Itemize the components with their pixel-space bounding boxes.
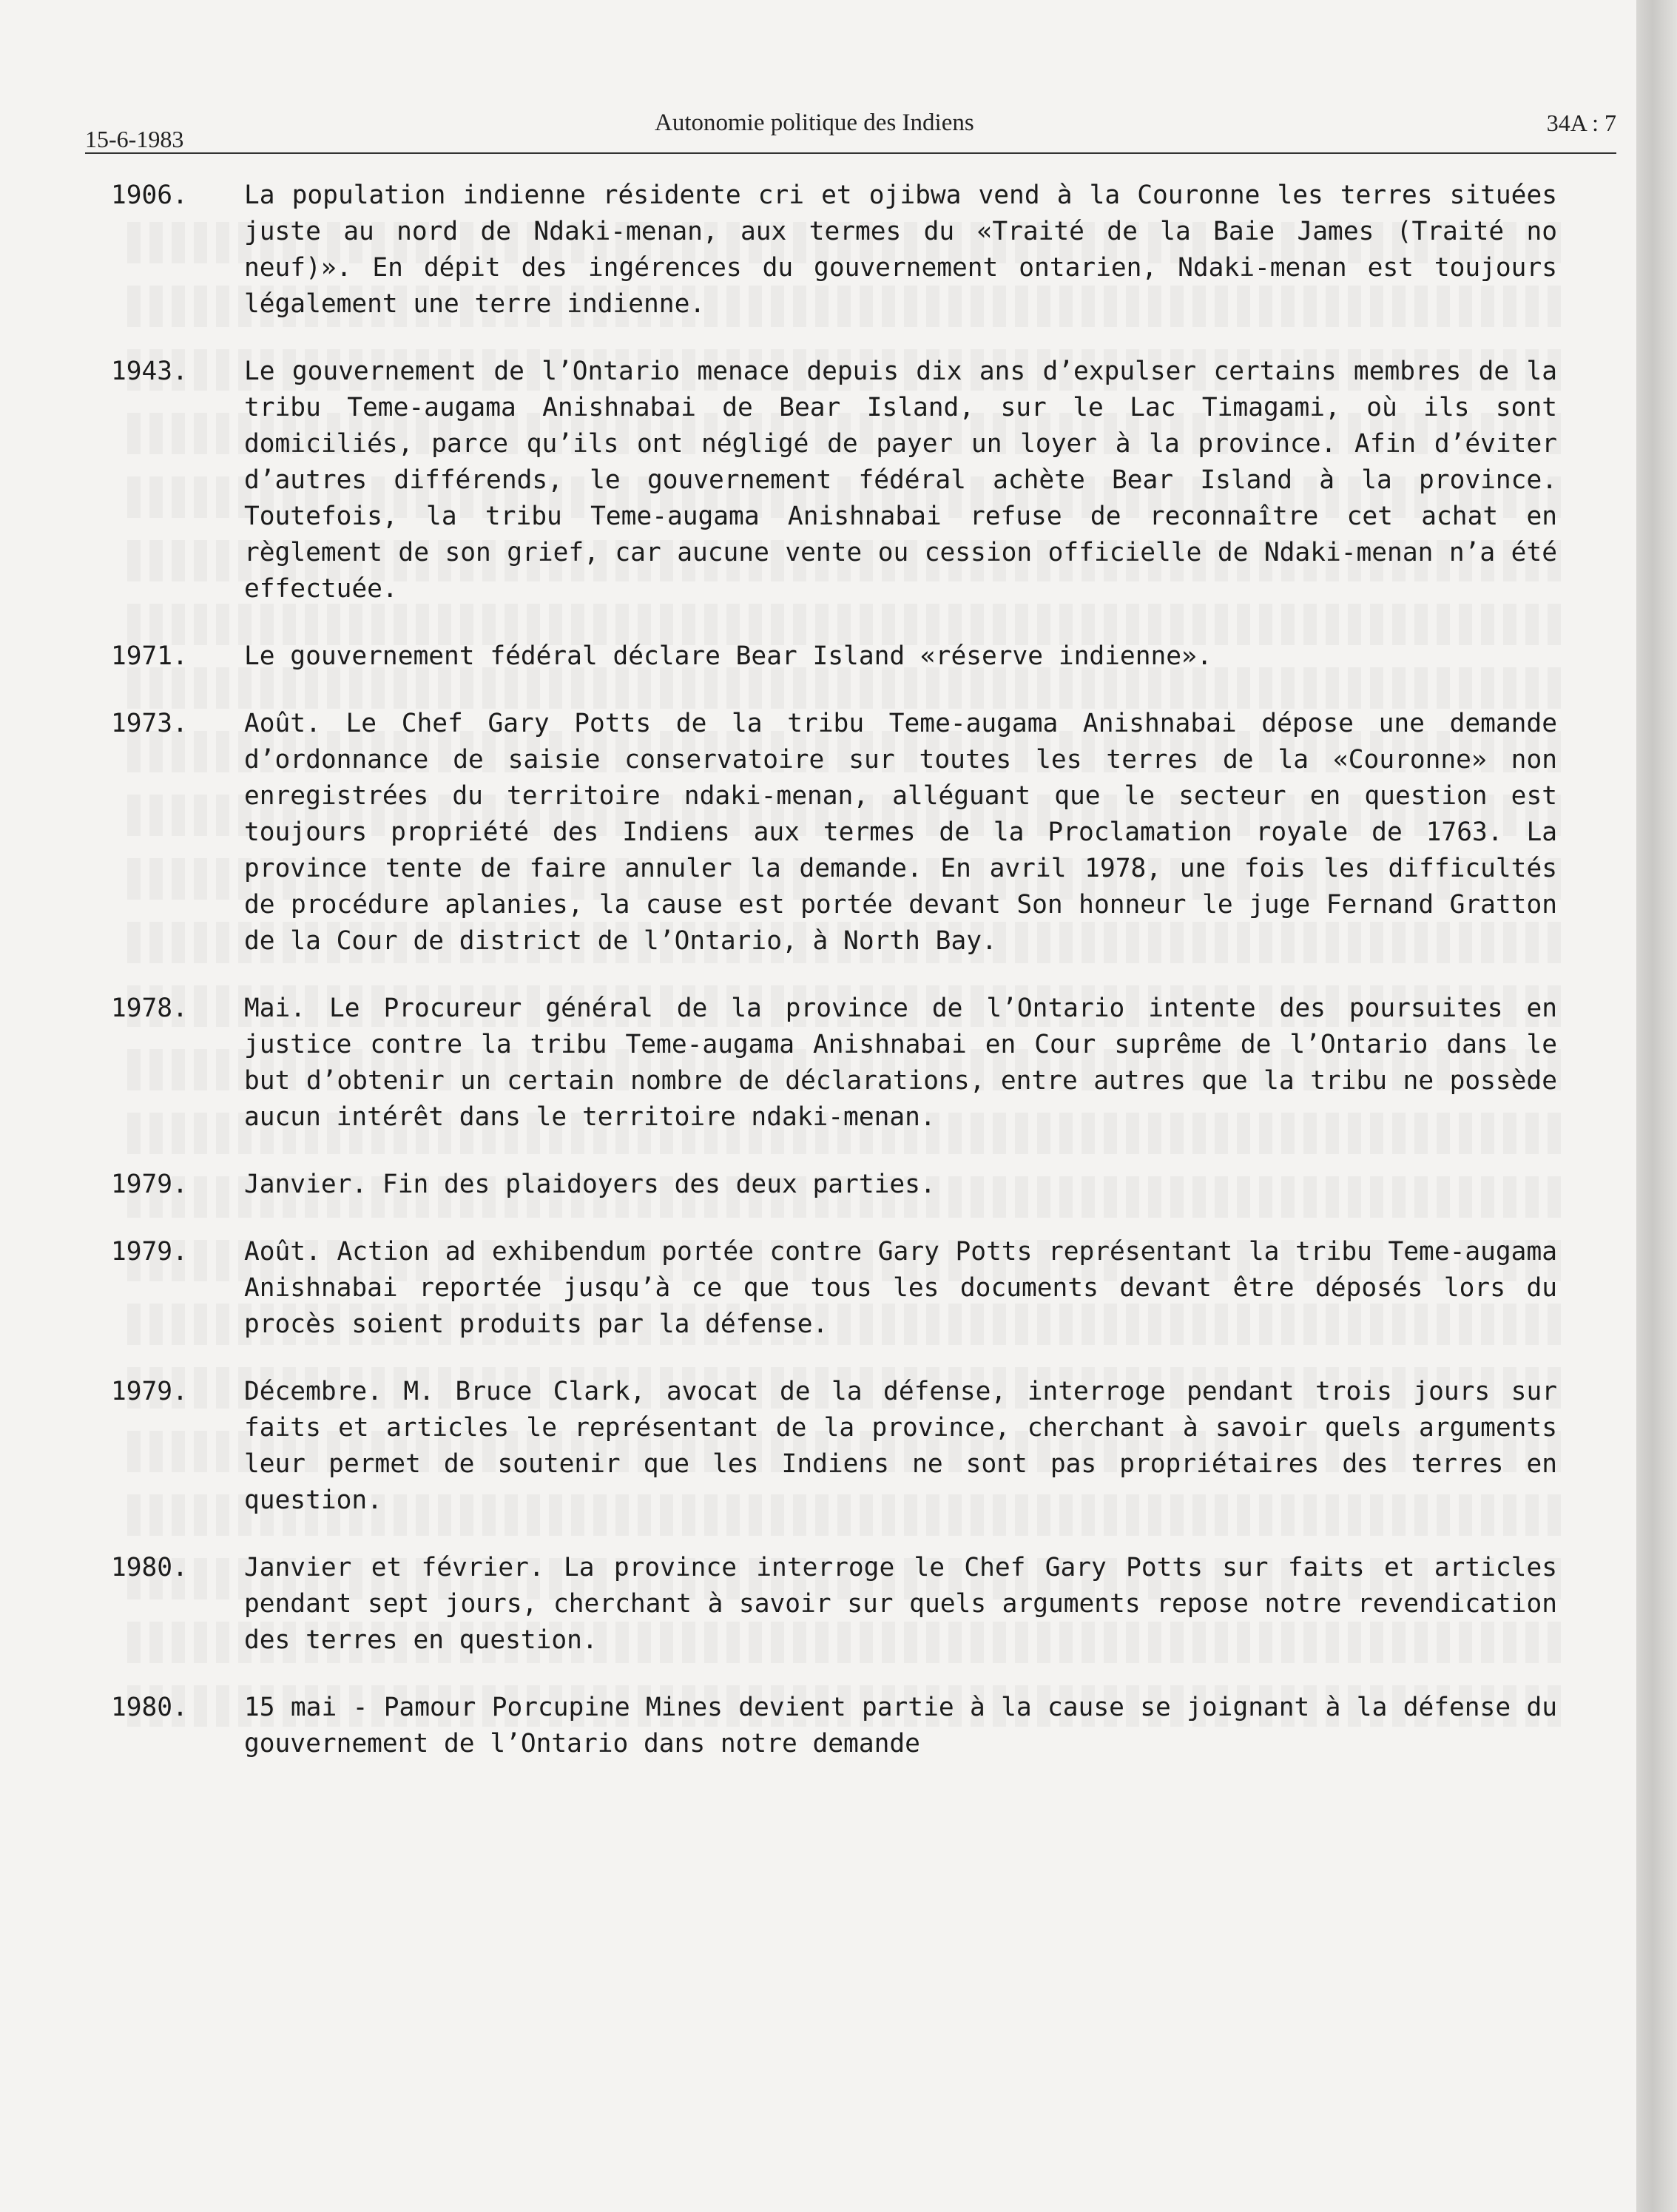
entry-text: Le gouvernement fédéral déclare Bear Island «réserve indienne». bbox=[244, 641, 1212, 671]
entry-year: 1943. bbox=[111, 357, 188, 386]
header-date: 15-6-1983 bbox=[85, 126, 184, 152]
chronology-entry bbox=[111, 1550, 1642, 1659]
entry-year: 1971. bbox=[111, 641, 188, 671]
header-title: Autonomie politique des Indiens bbox=[655, 109, 974, 136]
entry-year: 1979. bbox=[111, 1237, 188, 1267]
entry-year: 1980. bbox=[111, 1553, 188, 1582]
running-header bbox=[85, 109, 1616, 154]
chronology-entry bbox=[111, 1167, 1642, 1203]
chronology-entry bbox=[111, 178, 1642, 323]
entry-text: 15 mai - Pamour Porcupine Mines devient partie à la cause se joignant à la défense du gouvernement de l’Ontario dans notre demande bbox=[244, 1693, 1573, 1759]
chronology-entry bbox=[111, 354, 1642, 607]
chronology-entry bbox=[111, 706, 1642, 960]
entry-text: Janvier. Fin des plaidoyers des deux parties. bbox=[244, 1170, 936, 1199]
chronology-entry bbox=[111, 638, 1642, 675]
chronology-entry bbox=[111, 1234, 1642, 1343]
chronology-entry bbox=[111, 1374, 1642, 1519]
header-page-number: 34A : 7 bbox=[1546, 109, 1616, 136]
entry-year: 1978. bbox=[111, 994, 188, 1023]
chronology-list bbox=[111, 178, 1642, 1793]
entry-year: 1979. bbox=[111, 1377, 188, 1406]
entry-text: La population indienne résidente cri et ojibwa vend à la Couronne les terres situées juste au nord de Ndaki-menan, aux termes du «Traité de la Baie James (Traité no neuf)». En dépit des ingérences du gouvernement ontarien, Ndaki-menan est toujours légalement une terre indienne. bbox=[244, 181, 1573, 319]
page-edge-shadow bbox=[1636, 0, 1677, 2212]
entry-year: 1979. bbox=[111, 1170, 188, 1199]
entry-text: Janvier et février. La province interroge le Chef Gary Potts sur faits et articles pendant sept jours, cherchant à savoir sur quels arguments repose notre revendication des terres en question. bbox=[244, 1553, 1573, 1655]
entry-year: 1906. bbox=[111, 181, 188, 210]
entry-text: Mai. Le Procureur général de la province de l’Ontario intente des poursuites en justice contre la tribu Teme-augama Anishnabai en Cour suprême de l’Ontario dans le but d’obtenir un certain nombre de déclarations, entre autres que la tribu ne possède aucun intérêt dans le territoire ndaki-menan. bbox=[244, 994, 1573, 1132]
entry-text: Décembre. M. Bruce Clark, avocat de la défense, interroge pendant trois jours sur faits et articles le représentant de la province, cherchant à savoir quels arguments leur permet de soutenir que les Indiens ne sont pas propriétaires des terres en question. bbox=[244, 1377, 1573, 1515]
chronology-entry bbox=[111, 1690, 1642, 1762]
chronology-entry bbox=[111, 991, 1642, 1136]
entry-year: 1980. bbox=[111, 1693, 188, 1722]
header-divider bbox=[85, 152, 1616, 154]
entry-year: 1973. bbox=[111, 709, 188, 738]
entry-text: Le gouvernement de l’Ontario menace depuis dix ans d’expulser certains membres de la tribu Teme-augama Anishnabai de Bear Island, sur le Lac Timagami, où ils sont domiciliés, parce qu’ils ont négligé de payer un loyer à la province. Afin d’éviter d’autres différends, le gouvernement fédéral achète Bear Island à la province. Toutefois, la tribu Teme-augama Anishnabai refuse de reconnaître cet achat en règlement de son grief, car aucune vente ou cession officielle de Ndaki-menan n’a été effectuée. bbox=[244, 357, 1573, 604]
entry-text: Août. Le Chef Gary Potts de la tribu Teme-augama Anishnabai dépose une demande d’ordonnance de saisie conservatoire sur toutes les terres de la «Couronne» non enregistrées du territoire ndaki-menan, alléguant que le secteur en question est toujours propriété des Indiens aux termes de la Proclamation royale de 1763. La province tente de faire annuler la demande. En avril 1978, une fois les difficultés de procédure aplanies, la cause est portée devant Son honneur le juge Fernand Gratton de la Cour de district de l’Ontario, à North Bay. bbox=[244, 709, 1573, 956]
entry-text: Août. Action ad exhibendum portée contre Gary Potts représentant la tribu Teme-augama Anishnabai reportée jusqu’à ce que tous les documents devant être déposés lors du procès soient produits par la défense. bbox=[244, 1237, 1573, 1339]
